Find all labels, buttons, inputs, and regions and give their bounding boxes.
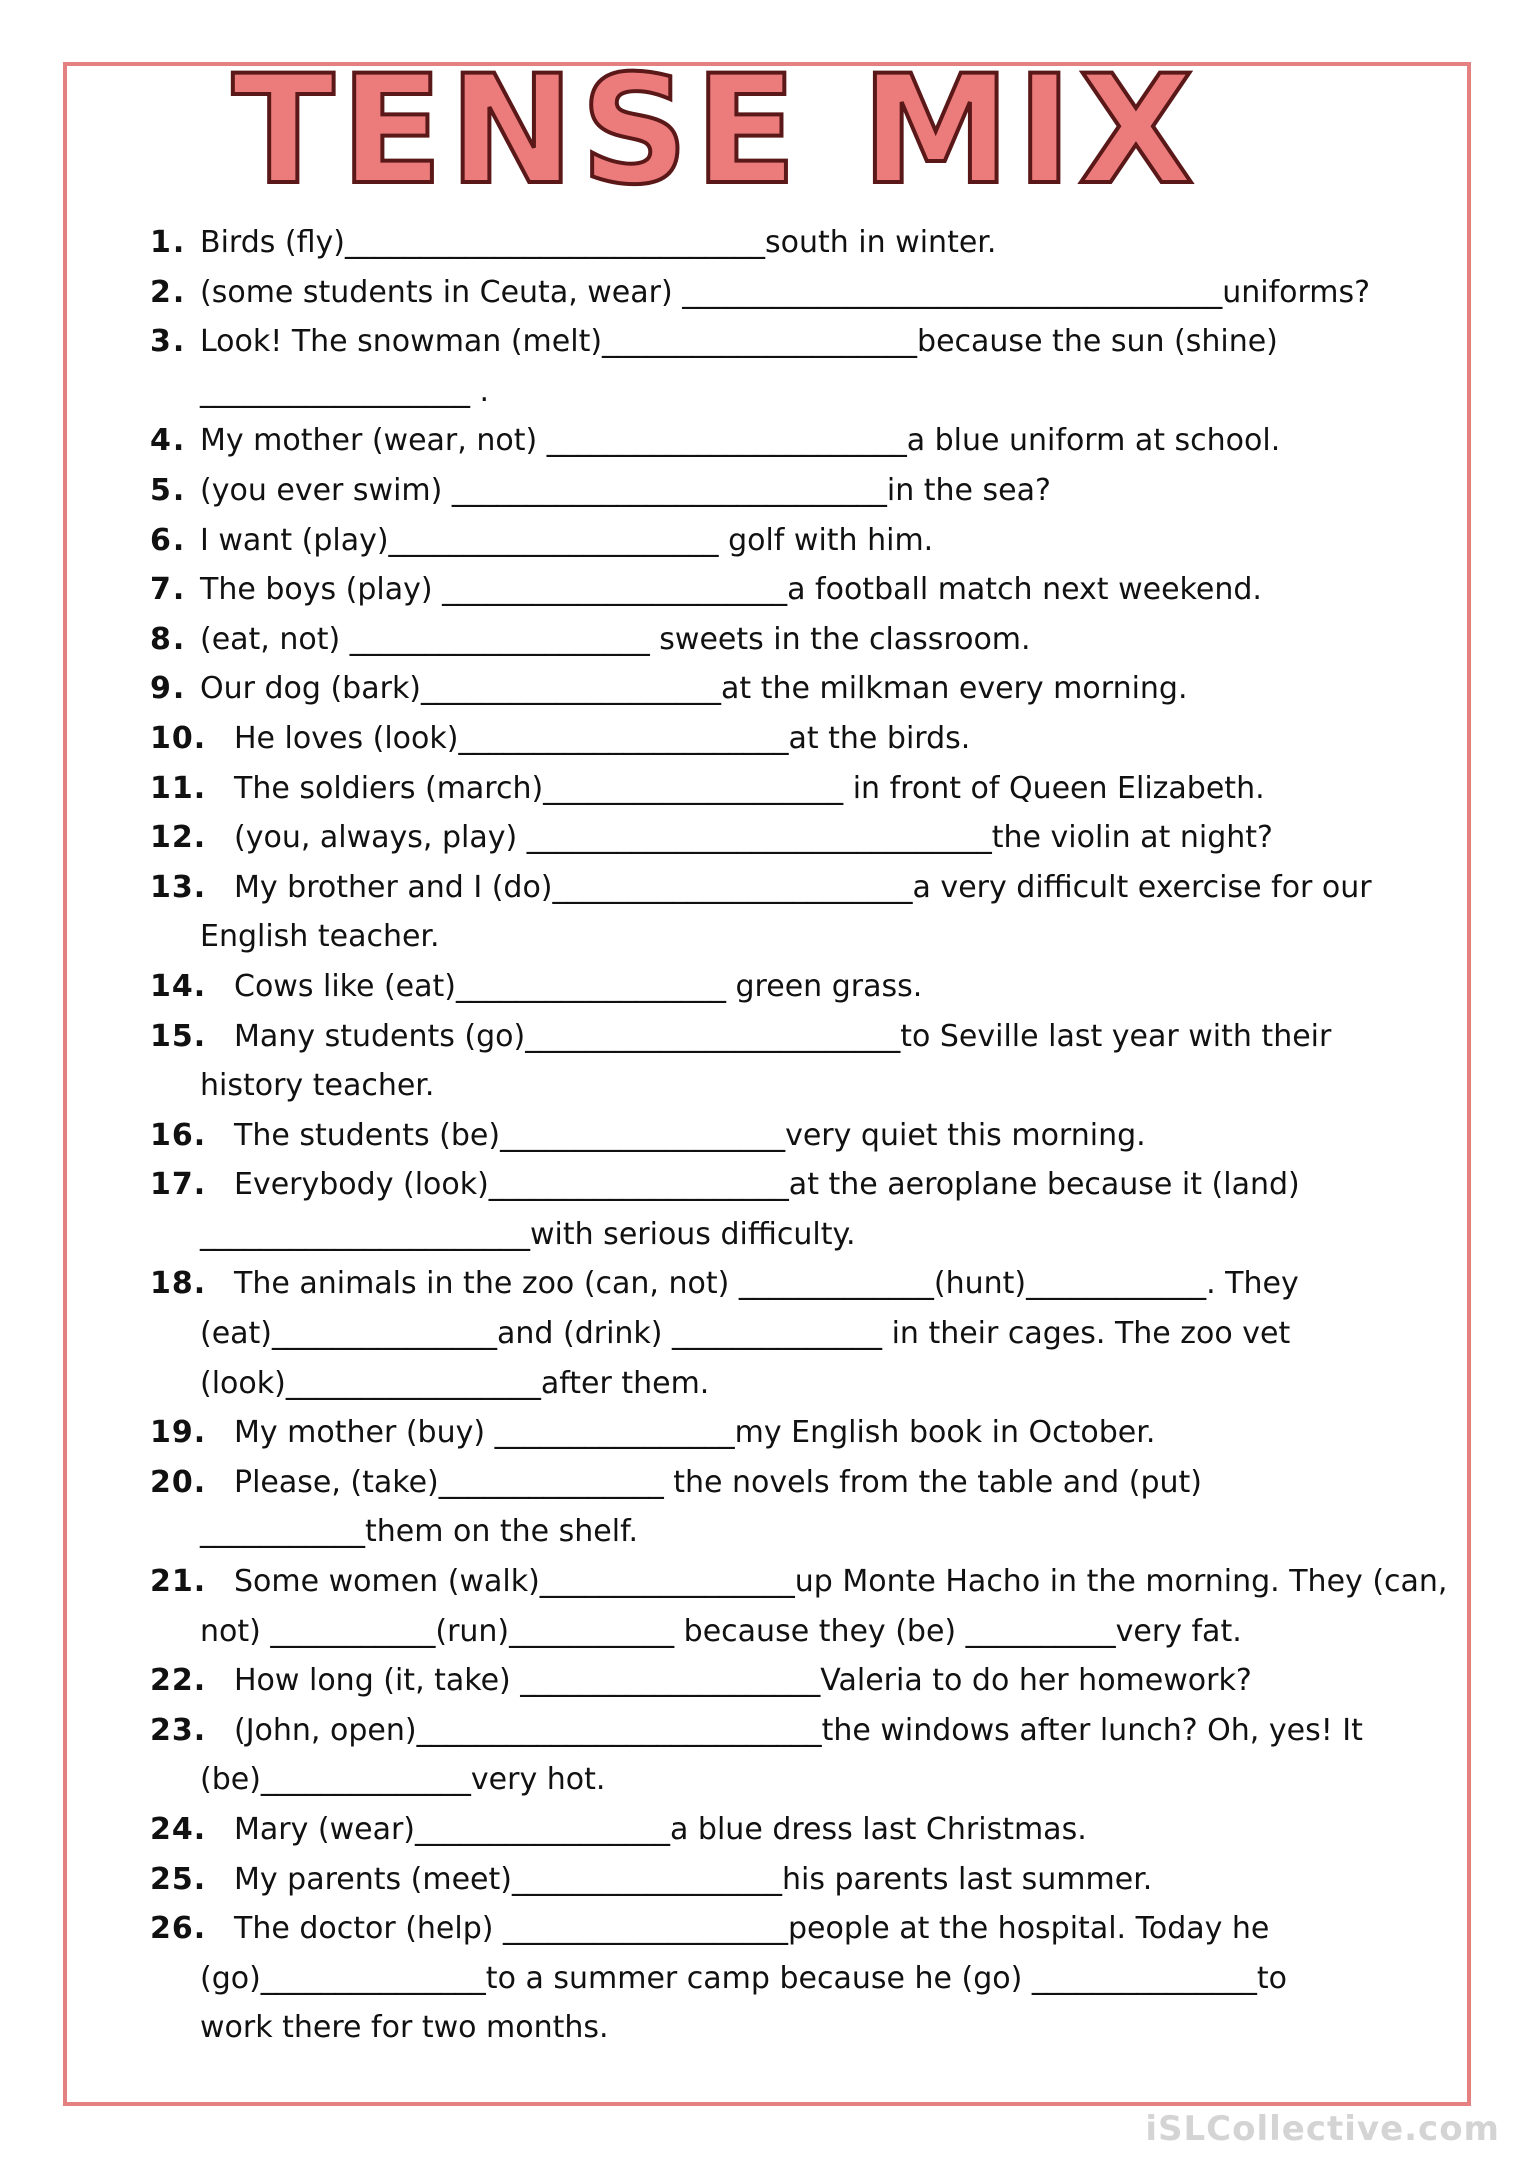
exercise-line: The animals in the zoo (can, not) _____________(hunt)____________. They — [234, 1266, 1299, 1302]
title-graphic — [166, 52, 1266, 212]
exercise-item — [150, 962, 1450, 1012]
exercise-item — [150, 1111, 1450, 1161]
exercise-item — [150, 1259, 1450, 1408]
exercise-number: 26. — [150, 1911, 207, 1947]
exercise-list — [150, 218, 1450, 2053]
exercise-number: 13. — [150, 869, 207, 905]
exercise-number: 25. — [150, 1861, 207, 1897]
exercise-number: 10. — [150, 720, 207, 756]
exercise-line: The doctor (help) ___________________people at the hospital. Today he — [234, 1911, 1270, 1947]
exercise-line: __________________ . — [200, 373, 490, 409]
exercise-number: 1. — [150, 225, 187, 260]
exercise-item — [150, 268, 1450, 318]
exercise-line: Cows like (eat)__________________ green grass. — [234, 968, 923, 1004]
exercise-line: Our dog (bark)____________________at the milkman every morning. — [200, 671, 1188, 707]
page-title — [0, 52, 1482, 212]
exercise-line: The soldiers (march)____________________ in front of Queen Elizabeth. — [234, 770, 1265, 806]
exercise-item — [150, 516, 1450, 566]
exercise-item — [150, 565, 1450, 615]
exercise-line: ___________them on the shelf. — [200, 1514, 639, 1550]
exercise-line: The students (be)___________________very quiet this morning. — [234, 1117, 1146, 1153]
watermark: iSLCollective.com — [1145, 2109, 1500, 2149]
exercise-number: 12. — [150, 820, 207, 856]
exercise-number: 20. — [150, 1464, 207, 1500]
exercise-line: He loves (look)______________________at the birds. — [234, 720, 971, 756]
exercise-line: My mother (buy) ________________my English book in October. — [234, 1415, 1156, 1451]
exercise-number: 14. — [150, 968, 207, 1004]
exercise-item — [150, 1458, 1450, 1557]
exercise-line: ______________________with serious difficulty. — [200, 1216, 856, 1252]
exercise-line: I want (play)______________________ golf with him. — [200, 522, 934, 558]
exercise-line: Some women (walk)_________________up Monte Hacho in the morning. They (can, — [234, 1564, 1448, 1600]
exercise-line: Birds (fly)____________________________south in winter. — [200, 225, 997, 260]
exercise-number: 9. — [150, 671, 187, 707]
exercise-item — [150, 218, 1450, 268]
exercise-item — [150, 1656, 1450, 1706]
exercise-line: (you, always, play) _______________________________the violin at night? — [234, 820, 1273, 856]
exercise-item — [150, 1855, 1450, 1905]
exercise-line: (eat, not) ____________________ sweets in the classroom. — [200, 621, 1031, 657]
exercise-item — [150, 1408, 1450, 1458]
exercise-line: work there for two months. — [200, 2010, 609, 2046]
exercise-line: Look! The snowman (melt)_____________________because the sun (shine) — [200, 324, 1278, 360]
exercise-item — [150, 1904, 1450, 2053]
exercise-item — [150, 416, 1450, 466]
exercise-line: (some students in Ceuta, wear) ____________________________________uniforms? — [200, 274, 1371, 310]
exercise-item — [150, 764, 1450, 814]
exercise-item — [150, 1012, 1450, 1111]
exercise-line: (you ever swim) _____________________________in the sea? — [200, 472, 1051, 508]
exercise-item — [150, 714, 1450, 764]
exercise-line: The boys (play) _______________________a football match next weekend. — [200, 572, 1262, 608]
exercise-item — [150, 813, 1450, 863]
exercise-number: 8. — [150, 621, 187, 657]
exercise-number: 18. — [150, 1266, 207, 1302]
exercise-item — [150, 1160, 1450, 1259]
exercise-number: 21. — [150, 1564, 207, 1600]
exercise-number: 23. — [150, 1712, 207, 1748]
exercise-line: My brother and I (do)________________________a very difficult exercise for our — [234, 869, 1372, 905]
exercise-line: history teacher. — [200, 1068, 435, 1104]
exercise-line: (eat)_______________and (drink) ______________ in their cages. The zoo vet — [200, 1316, 1291, 1352]
exercise-item — [150, 1805, 1450, 1855]
exercise-line: Please, (take)_______________ the novels from the table and (put) — [234, 1464, 1202, 1500]
exercise-number: 24. — [150, 1812, 207, 1847]
exercise-number: 3. — [150, 324, 187, 360]
exercise-number: 15. — [150, 1018, 207, 1054]
exercise-line: not) ___________(run)___________ because they (be) __________very fat. — [200, 1613, 1242, 1649]
exercise-number: 16. — [150, 1117, 207, 1153]
exercise-number: 7. — [150, 572, 187, 608]
exercise-item — [150, 615, 1450, 665]
exercise-item — [150, 1557, 1450, 1656]
exercise-number: 6. — [150, 522, 187, 558]
exercise-item — [150, 863, 1450, 962]
title-text: TENSE MIX — [232, 52, 1200, 212]
exercise-line: Mary (wear)_________________a blue dress last Christmas. — [234, 1812, 1087, 1847]
exercise-line: (be)______________very hot. — [200, 1762, 606, 1798]
exercise-line: My mother (wear, not) ________________________a blue uniform at school. — [200, 423, 1281, 459]
exercise-line: (look)_________________after them. — [200, 1365, 710, 1401]
exercise-item — [150, 466, 1450, 516]
exercise-number: 22. — [150, 1663, 207, 1699]
exercise-line: (John, open)___________________________the windows after lunch? Oh, yes! It — [234, 1712, 1363, 1748]
exercise-item — [150, 664, 1450, 714]
exercise-number: 5. — [150, 472, 187, 508]
exercise-number: 19. — [150, 1415, 207, 1451]
exercise-line: My parents (meet)__________________his parents last summer. — [234, 1861, 1153, 1897]
exercise-number: 4. — [150, 423, 187, 459]
exercise-line: How long (it, take) ____________________Valeria to do her homework? — [234, 1663, 1252, 1699]
exercise-line: (go)_______________to a summer camp because he (go) _______________to — [200, 1960, 1287, 1996]
exercise-number: 17. — [150, 1167, 207, 1203]
exercise-item — [150, 1706, 1450, 1805]
exercise-line: English teacher. — [200, 919, 440, 955]
exercise-line: Everybody (look)____________________at the aeroplane because it (land) — [234, 1167, 1300, 1203]
exercise-item — [150, 317, 1450, 416]
exercise-line: Many students (go)_________________________to Seville last year with their — [234, 1018, 1332, 1054]
exercise-number: 2. — [150, 274, 187, 310]
exercise-number: 11. — [150, 770, 207, 806]
